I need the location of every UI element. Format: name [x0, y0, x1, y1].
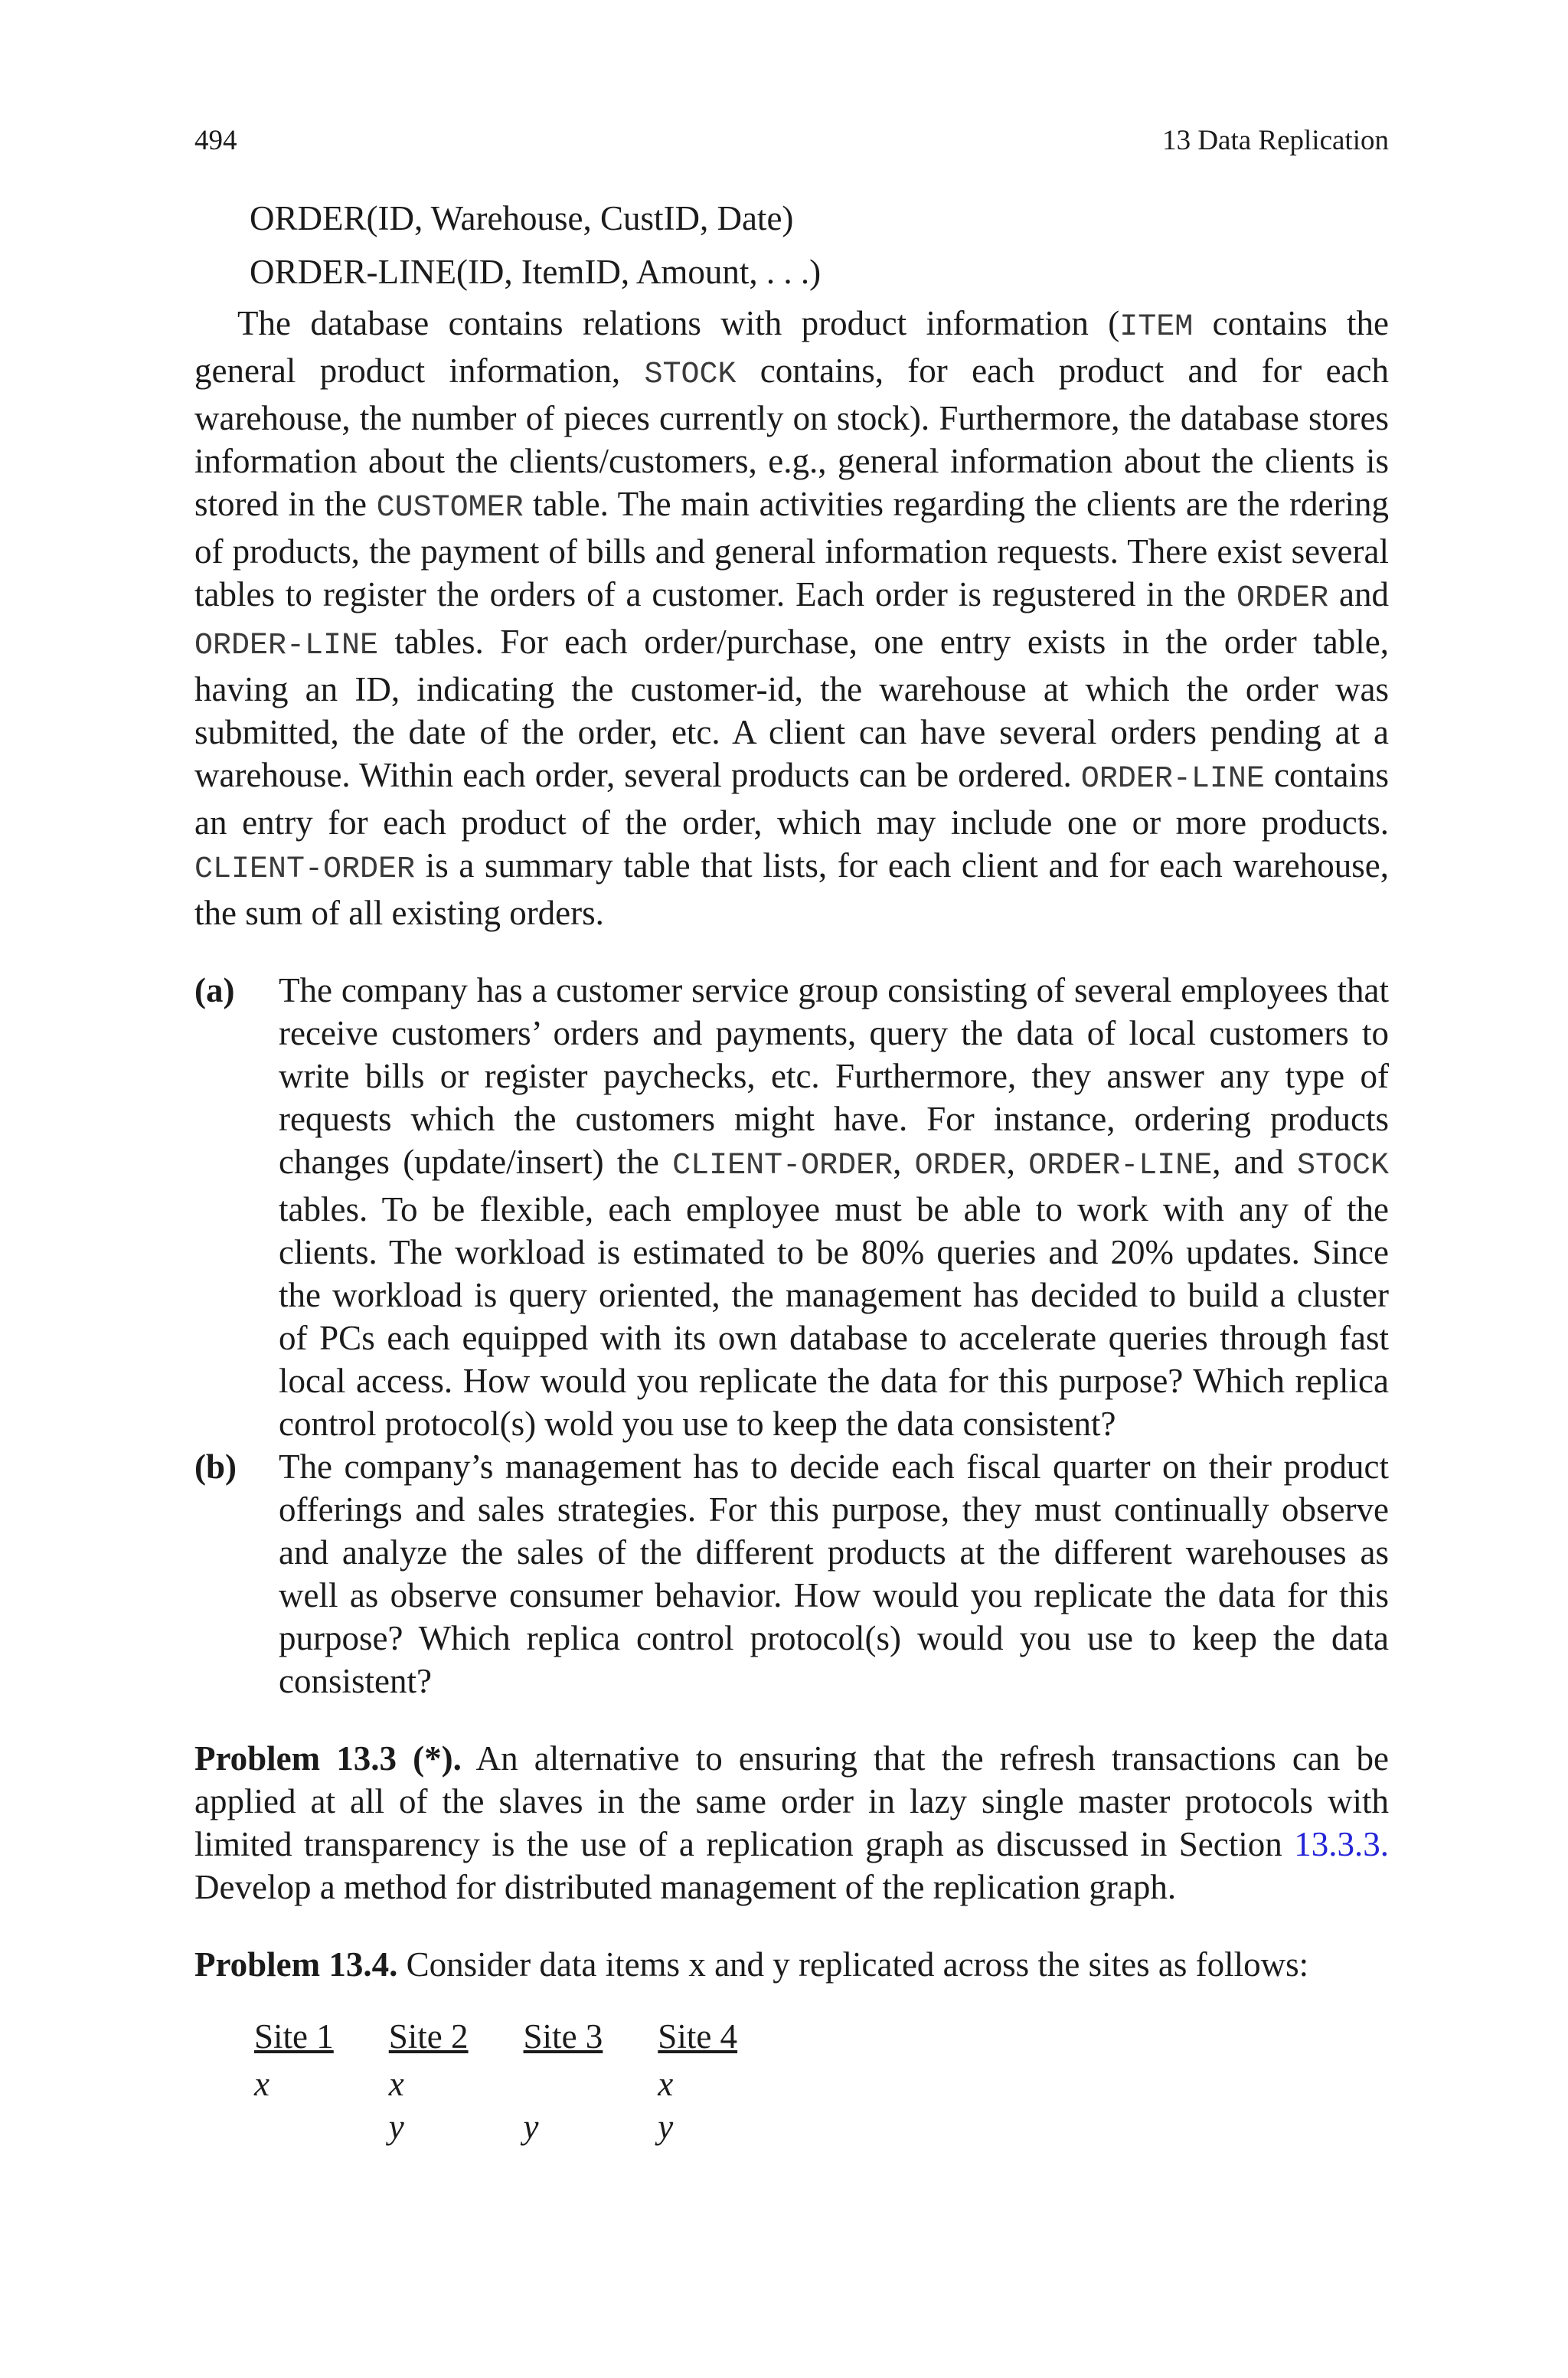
table-name: ORDER-LINE: [194, 629, 379, 663]
problem-13-4: Problem 13.4. Consider data items x and y replicated across the sites as follows:: [194, 1945, 1309, 1984]
schema-order-line: ORDER-LINE(ID, ItemID, Amount, . . .): [250, 253, 822, 291]
table-cell: x: [254, 2065, 270, 2103]
column-header: Site 4: [658, 2017, 738, 2056]
table-name: ITEM: [1119, 310, 1194, 345]
item-label: (a): [194, 971, 235, 1009]
table-name: ORDER-LINE: [1080, 762, 1265, 796]
question-item-a: [194, 969, 1389, 1445]
intro-paragraph: The database contains relations with product information (ITEM contains the general product information, STOCK contains, for each product and for each warehouse, the number of pieces currently on stock). Furthermore, the database stores information about the clients/customers, e.g., general information about the clients is stored in the CUSTOMER table. The main activities regarding the clients are the rdering of products, the payment of bills and general information requests. There exist several tables to register the orders of a customer. Each order is regustered in the ORDER and ORDER-LINE tables. For each order/purchase, one entry exists in the order table, having an ID, indicating the customer-id, the warehouse at which the order was submitted, the date of the order, etc. A client can have several orders pending at a warehouse. Within each order, several products can be ordered. ORDER-LINE contains an entry for each product of the order, which may include one or more products. CLIENT-ORDER is a summary table that lists, for each client and for each warehouse, the sum of all existing orders.: [194, 304, 1390, 932]
sites-table: [254, 2015, 792, 2148]
table-name: CLIENT-ORDER: [194, 852, 416, 887]
table-name: CUSTOMER: [376, 491, 524, 525]
item-text: The company’s management has to decide each fiscal quarter on their product offerings and sales strategies. For this purpose, they must continually observe and analyze the sales of the different products at the different warehouses as well as observe consumer behavior. How would you replicate the data for this purpose? Which replica control protocol(s) would you use to keep the data consistent?: [279, 1447, 1389, 1700]
table-name: ORDER: [914, 1149, 1007, 1183]
table-row: [254, 2105, 792, 2148]
table-name: STOCK: [644, 358, 737, 392]
table-cell: x: [388, 2065, 404, 2103]
table-name: CLIENT-ORDER: [672, 1149, 893, 1183]
table-cell: [254, 2105, 389, 2148]
table-cell: x: [658, 2065, 674, 2103]
item-label: (b): [194, 1447, 237, 1486]
page-body: [194, 195, 1389, 2148]
table-cell: y: [388, 2108, 404, 2146]
section-link[interactable]: 13.3.3.: [1294, 1825, 1389, 1863]
chapter-title: 13 Data Replication: [1162, 125, 1389, 156]
question-item-b: [194, 1445, 1389, 1703]
table-cell: [524, 2062, 658, 2105]
table-name: ORDER-LINE: [1028, 1149, 1213, 1183]
column-header: Site 1: [254, 2017, 334, 2056]
item-text: The company has a customer service group consisting of several employees that receive customers’ orders and payments, query the data of local customers to write bills or register paychecks, etc. Furthermore, they answer any type of requests which the customers might have. For instance, ordering products changes (update/insert) the CLIENT-ORDER, ORDER, ORDER-LINE, and STOCK tables. To be flexible, each employee must be able to work with any of the clients. The workload is estimated to be 80% queries and 20% updates. Since the workload is query oriented, the management has decided to build a cluster of PCs each equipped with its own database to accelerate queries through fast local access. How would you replicate the data for this purpose? Which replica control protocol(s) wold you use to keep the data consistent?: [279, 971, 1390, 1443]
table-row: [254, 2062, 792, 2105]
question-list: [194, 969, 1389, 1703]
table-name: ORDER: [1236, 581, 1329, 616]
table-cell: y: [658, 2108, 674, 2146]
schema-order: ORDER(ID, Warehouse, CustID, Date): [250, 199, 794, 237]
table-name: STOCK: [1296, 1149, 1390, 1183]
table-header-row: [254, 2015, 792, 2062]
problem-title: Problem 13.4.: [194, 1945, 398, 1984]
problem-title: Problem 13.3 (*).: [194, 1739, 462, 1778]
column-header: Site 3: [523, 2017, 603, 2056]
page-number: 494: [194, 125, 237, 156]
problem-13-3: Problem 13.3 (*). An alternative to ensuring that the refresh transactions can be applied at all of the slaves in the same order in lazy single master protocols with limited transparency is the use of a replication graph as discussed in Section 13.3.3. Develop a method for distributed management of the replication graph.: [194, 1739, 1389, 1906]
table-cell: y: [523, 2108, 539, 2146]
column-header: Site 2: [388, 2017, 469, 2056]
